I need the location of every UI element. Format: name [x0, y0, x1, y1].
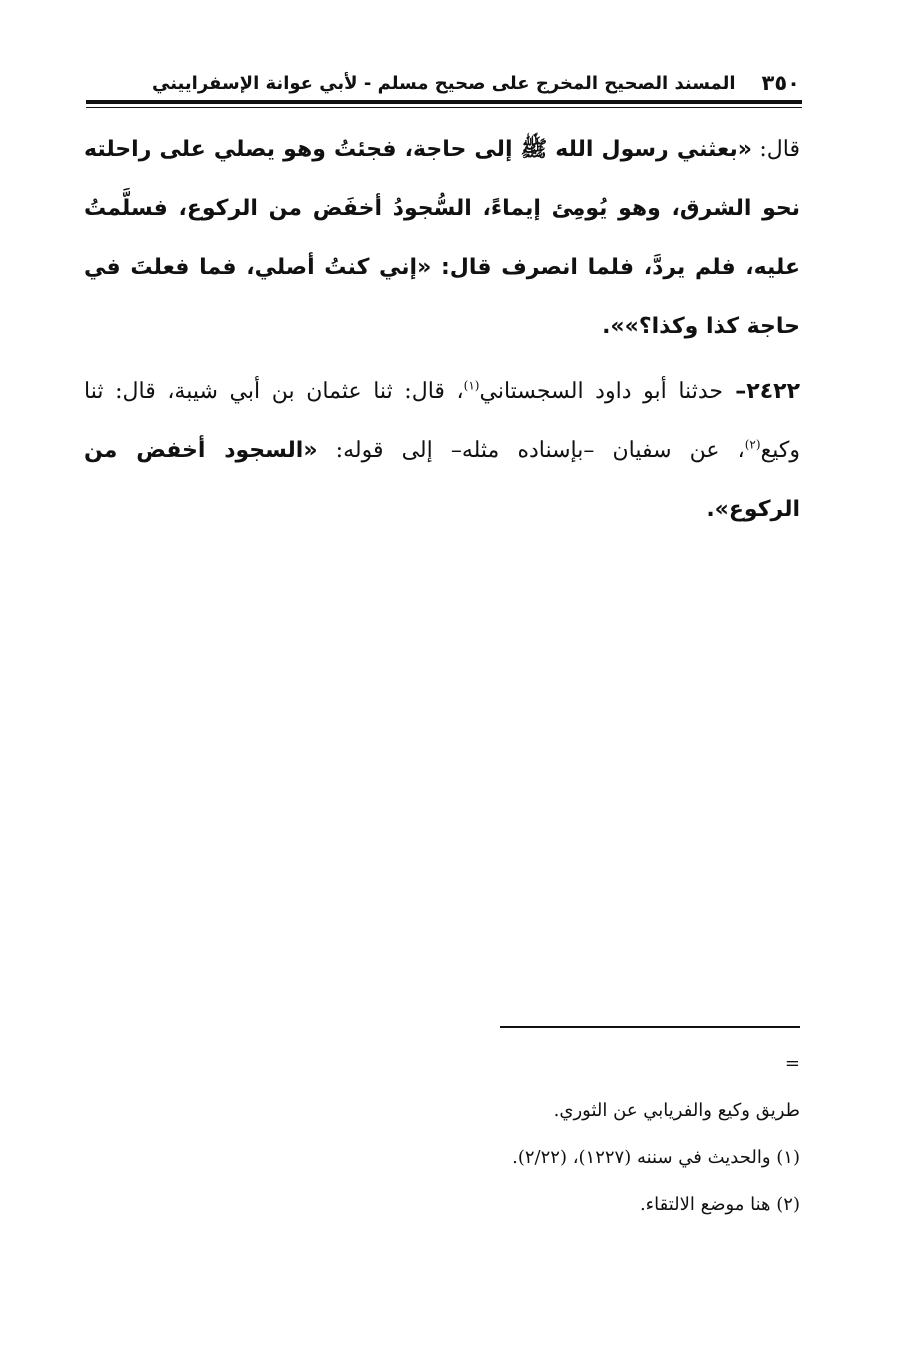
- header-rule-thin: [86, 107, 802, 108]
- footnote-continuation: طريق وكيع والفريابي عن الثوري.: [553, 1100, 800, 1121]
- hadith-text: «بعثني رسول الله ﷺ إلى حاجة، فجئتُ وهو يصلي على راحلته نحو الشرق، وهو يُومِئ إيماءً، السُّجودُ أخفَض من الركوع، فسلَّمتُ عليه، فلم يردَّ، فلما انصرف قال: «إني كنتُ أصلي، فما فعلتَ في حاجة كذا وكذا؟»».: [84, 137, 800, 339]
- hadith-number: ٢٤٢٢: [746, 379, 800, 404]
- para2-segment-1: حدثنا أبو داود السجستاني: [479, 379, 723, 404]
- running-header: [86, 66, 800, 100]
- main-text: [84, 120, 800, 545]
- header-rule-thick: [86, 100, 802, 104]
- footnote-continuation-mark: =: [784, 1053, 800, 1074]
- footnote-ref-1[interactable]: (١): [463, 378, 480, 393]
- para2-segment-2: ، قال: ثنا عثمان بن أبي شيبة، قال: ثنا وكيع: [84, 379, 801, 463]
- paragraph-2: [84, 362, 800, 539]
- footnote-ref-2[interactable]: (٢): [744, 437, 761, 452]
- footnotes: [420, 1040, 800, 1228]
- footnote-2: (٢) هنا موضع الالتقاء.: [639, 1194, 800, 1215]
- paragraph-1: [84, 120, 800, 356]
- para1-intro: قال:: [751, 137, 801, 162]
- number-dash: –: [722, 379, 747, 404]
- footnote-1: (١) والحديث في سننه (١٢٢٧)، (٢/٢٢).: [512, 1147, 800, 1168]
- para2-bold-ending: «السجود أخفض من الركوع».: [84, 438, 800, 522]
- page-number: ٣٥٠: [761, 71, 800, 95]
- footnote-separator: [500, 1026, 800, 1028]
- para2-segment-3: ، عن سفيان –بإسناده مثله– إلى قوله:: [317, 438, 745, 463]
- running-title: المسند الصحيح المخرج على صحيح مسلم - لأبي عوانة الإسفراييني: [151, 72, 736, 94]
